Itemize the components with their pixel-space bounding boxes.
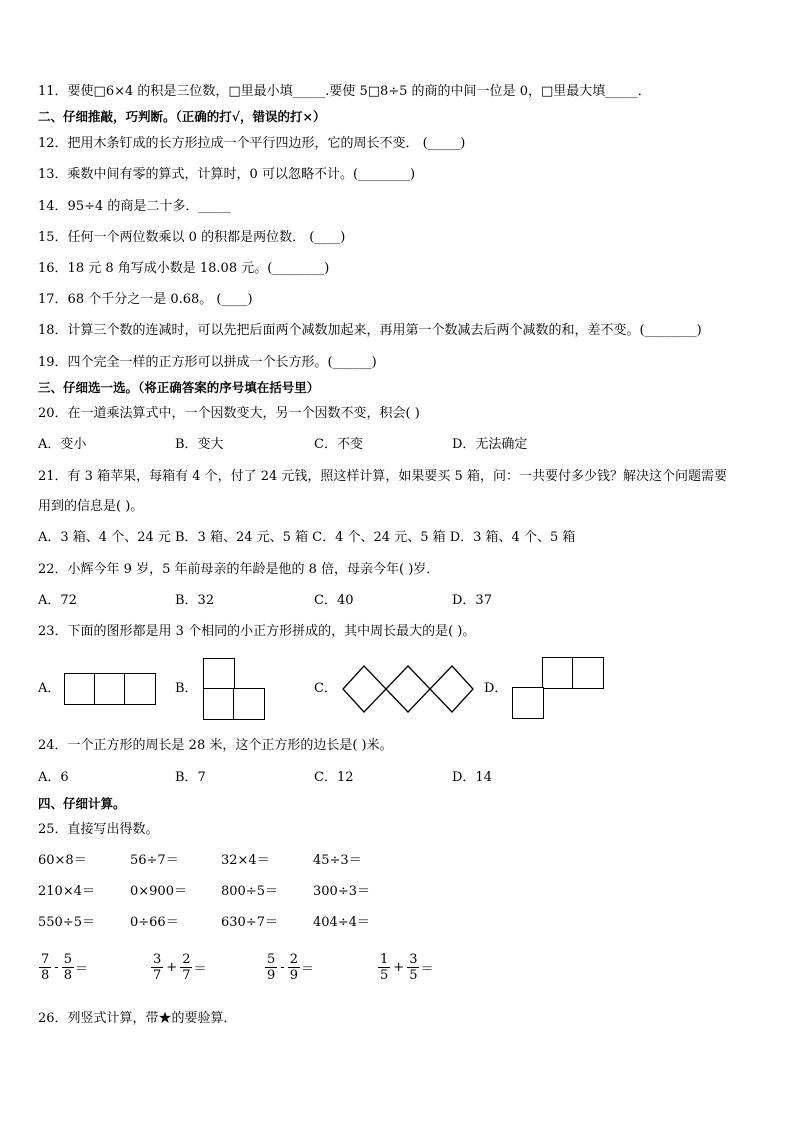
numerator: 5 <box>267 952 276 967</box>
fraction <box>62 952 74 983</box>
q24-option-a: A．6 <box>38 770 69 785</box>
question-19: 19．四个完全一样的正方形可以拼成一个长方形。(______) <box>38 355 377 370</box>
figure-c-diamonds <box>342 665 474 713</box>
q20-option-a: A．变小 <box>38 437 87 452</box>
figure-a-squares <box>64 673 156 705</box>
equals-sign: ＝ <box>193 962 207 977</box>
q24-option-b: B．7 <box>175 770 206 785</box>
numerator: 2 <box>182 952 191 967</box>
section-2-heading: 二、仔细推敲，巧判断。（正确的打√，错误的打×） <box>38 109 326 124</box>
denominator: 9 <box>267 968 276 983</box>
q22-option-b: B．32 <box>175 593 215 608</box>
denominator: 5 <box>380 968 389 983</box>
q20-option-b: B．变大 <box>175 437 224 452</box>
denominator: 7 <box>153 968 162 983</box>
calc-item: 210×4＝ <box>38 884 95 899</box>
calc-item: 300÷3＝ <box>313 884 370 899</box>
fraction-expression <box>377 952 433 983</box>
fraction-expression <box>38 952 88 983</box>
calc-item: 404÷4＝ <box>313 915 370 930</box>
calc-item: 630÷7＝ <box>221 915 278 930</box>
question-15: 15．任何一个两位数乘以 0 的积都是两位数． (____) <box>38 230 346 245</box>
question-25: 25．直接写出得数。 <box>38 822 159 837</box>
q22-option-d: D．37 <box>452 593 492 608</box>
calc-item: 56÷7＝ <box>130 853 179 868</box>
denominator: 7 <box>182 968 191 983</box>
question-18: 18．计算三个数的连减时，可以先把后面两个减数加起来，再用第一个数减去后两个减数的和，差不变。(________) <box>38 323 702 338</box>
numerator: 2 <box>289 952 298 967</box>
question-21-line1: 21．有 3 箱苹果，每箱有 4 个，付了 24 元钱，照这样计算，如果要买 5 箱，问：一共要付多少钱？解决这个问题需要 <box>38 469 727 484</box>
calc-item: 0÷66＝ <box>130 915 179 930</box>
square <box>542 657 574 689</box>
numerator: 3 <box>153 952 162 967</box>
section-4-heading: 四、仔细计算。 <box>38 796 126 811</box>
figure-c-label: C． <box>314 681 337 696</box>
diamond <box>386 666 430 712</box>
fraction <box>288 952 300 983</box>
question-12: 12．把用木条钉成的长方形拉成一个平行四边形，它的周长不变． (_____) <box>38 136 466 151</box>
q22-option-c: C．40 <box>314 593 354 608</box>
question-20: 20．在一道乘法算式中，一个因数变大，另一个因数不变，积会( ) <box>38 406 420 421</box>
question-24: 24．一个正方形的周长是 28 米，这个正方形的边长是( )米。 <box>38 738 393 753</box>
fraction <box>378 952 390 983</box>
square <box>124 673 156 705</box>
q20-option-d: D．无法确定 <box>452 437 528 452</box>
operator: - <box>280 960 285 975</box>
question-22: 22．小辉今年 9 岁，5 年前母亲的年龄是他的 8 倍，母亲今年( )岁． <box>38 562 440 577</box>
fraction <box>180 952 192 983</box>
square <box>233 688 265 720</box>
q24-option-d: D．14 <box>452 770 492 785</box>
diamond <box>343 666 386 712</box>
question-16: 16．18 元 8 角写成小数是 18.08 元。(________) <box>38 261 330 276</box>
question-23: 23．下面的图形都是用 3 个相同的小正方形拼成的，其中周长最大的是( )。 <box>38 624 476 639</box>
figure-b-label: B． <box>175 681 198 696</box>
fraction <box>407 952 419 983</box>
figure-d-squares <box>512 657 604 719</box>
question-14: 14．95÷4 的商是二十多．_____ <box>38 199 231 214</box>
square <box>572 657 604 689</box>
equals-sign: ＝ <box>300 962 314 977</box>
diamond <box>430 666 473 712</box>
denominator: 8 <box>63 968 72 983</box>
q20-option-c: C．不变 <box>314 437 363 452</box>
operator: + <box>393 960 405 975</box>
calc-item: 0×900＝ <box>130 884 187 899</box>
equals-sign: ＝ <box>420 962 434 977</box>
fraction-expression <box>150 952 206 983</box>
square <box>512 687 544 719</box>
fraction <box>265 952 277 983</box>
operator: + <box>166 960 178 975</box>
denominator: 9 <box>289 968 298 983</box>
calc-item: 45÷3＝ <box>313 853 362 868</box>
figure-a-label: A． <box>38 681 61 696</box>
question-21-line2: 用到的信息是( )。 <box>38 499 144 514</box>
question-26: 26．列竖式计算，带★的要验算． <box>38 1011 237 1026</box>
square <box>203 688 235 720</box>
fraction-expression <box>264 952 314 983</box>
square <box>203 658 235 690</box>
question-13: 13．乘数中间有零的算式，计算时，0 可以忽略不计。(________) <box>38 167 416 182</box>
section-3-heading: 三、仔细选一选。（将正确答案的序号填在括号里） <box>38 380 320 395</box>
calc-item: 550÷5＝ <box>38 915 95 930</box>
q22-option-a: A．72 <box>38 593 77 608</box>
calc-item: 800÷5＝ <box>221 884 278 899</box>
figure-b-squares <box>203 658 265 720</box>
numerator: 5 <box>63 952 72 967</box>
figure-d-label: D． <box>484 681 508 696</box>
numerator: 1 <box>380 952 389 967</box>
numerator: 3 <box>409 952 418 967</box>
square <box>94 673 126 705</box>
fraction <box>39 952 51 983</box>
denominator: 5 <box>409 968 418 983</box>
question-11: 11．要使□6×4 的积是三位数，□里最小填_____.要使 5□8÷5 的商的中间一位是 0，□里最大填_____． <box>38 84 651 99</box>
calc-item: 32×4＝ <box>221 853 270 868</box>
square <box>64 673 96 705</box>
numerator: 7 <box>41 952 50 967</box>
calc-item: 60×8＝ <box>38 853 87 868</box>
equals-sign: ＝ <box>74 962 88 977</box>
q24-option-c: C．12 <box>314 770 354 785</box>
q21-options: A．3 箱、4 个、24 元 B．3 箱、24 元、5 箱 C．4 个、24 元、5 箱 D．3 箱、4 个、5 箱 <box>38 530 576 545</box>
question-17: 17．68 个千分之一是 0.68。 (____) <box>38 292 253 307</box>
fraction <box>151 952 163 983</box>
denominator: 8 <box>41 968 50 983</box>
operator: - <box>54 960 59 975</box>
